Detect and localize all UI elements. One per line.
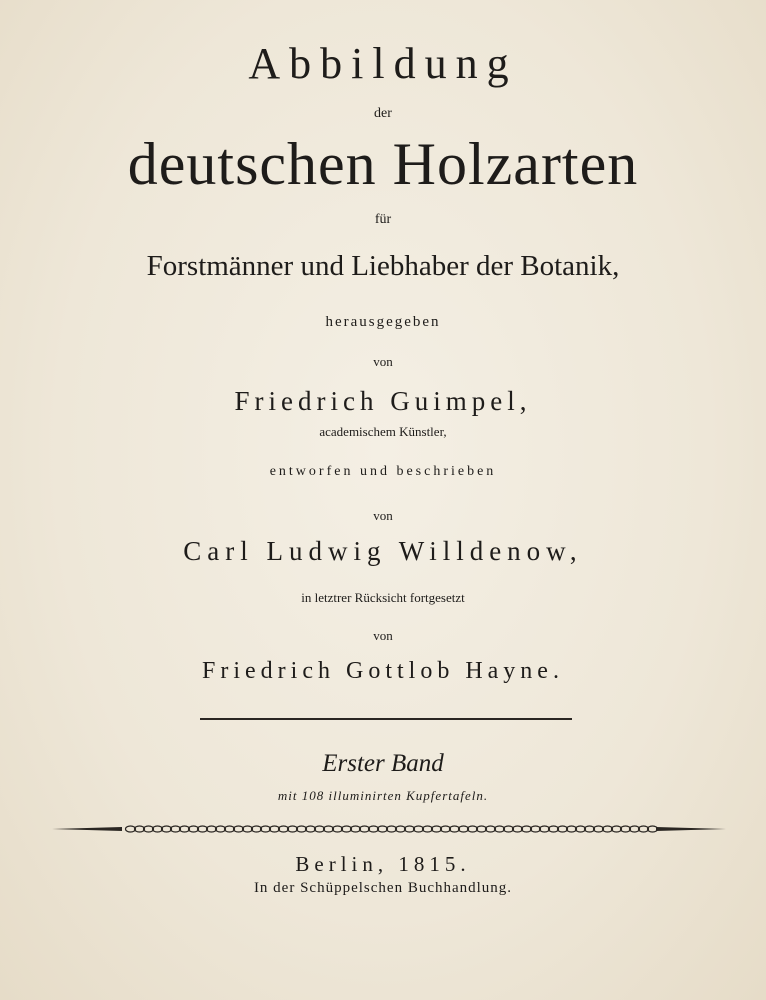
connector-fuer: für bbox=[374, 212, 392, 227]
continued-text: in letztrer Rücksicht fortgesetzt bbox=[301, 590, 465, 605]
divider-rule bbox=[200, 718, 572, 720]
entworfen-text: entworfen und beschrieben bbox=[269, 464, 497, 479]
title-line-1: Abbildung bbox=[248, 39, 518, 88]
herausgegeben-text: herausgegeben bbox=[325, 314, 441, 330]
connector-von-3: von bbox=[373, 628, 393, 643]
author-guimpel: Friedrich Guimpel, bbox=[234, 386, 532, 416]
author-guimpel-role: academischem Künstler, bbox=[319, 424, 447, 439]
place-and-year: Berlin, 1815. bbox=[295, 852, 471, 876]
author-willdenow: Carl Ludwig Willdenow, bbox=[183, 536, 583, 566]
volume-label: Erster Band bbox=[322, 750, 444, 777]
title-line-3: Forstmänner und Liebhaber der Botanik, bbox=[146, 250, 620, 282]
connector-von-2: von bbox=[373, 508, 393, 523]
title-line-2: deutschen Holzarten bbox=[127, 131, 639, 197]
plates-note: mit 108 illuminirten Kupfertafeln. bbox=[277, 788, 489, 803]
connector-von-1: von bbox=[373, 354, 393, 369]
ornamental-chain-rule bbox=[52, 822, 726, 836]
author-hayne: Friedrich Gottlob Hayne. bbox=[202, 658, 564, 684]
connector-der: der bbox=[374, 106, 392, 121]
publisher-line: In der Schüppelschen Buchhandlung. bbox=[253, 880, 513, 896]
